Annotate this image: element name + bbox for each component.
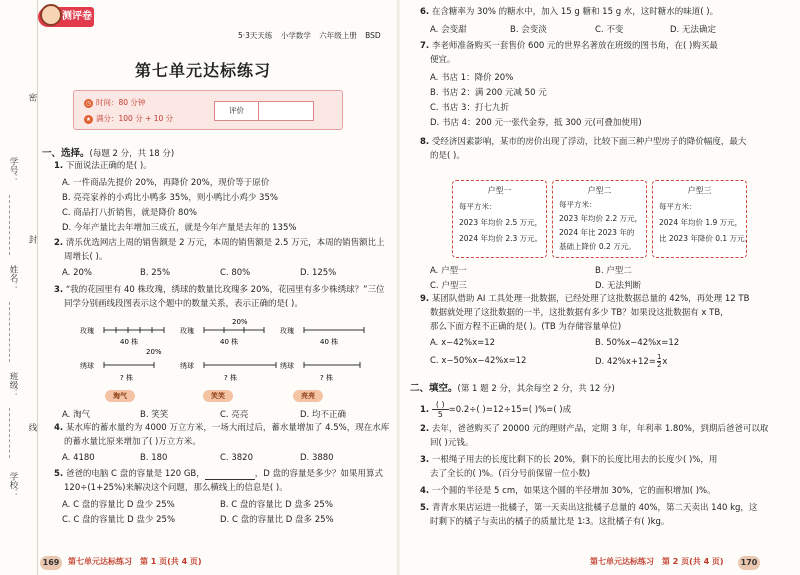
fill-question-5: 5. 青青水果店运进一批橘子，第一天卖出这批橘子总量的 40%，第二天卖出 140 kg，这: [420, 503, 758, 513]
footer-right: 第七单元达标练习 第 2 页(共 4 页): [590, 557, 724, 566]
student-info-strip: [0, 0, 38, 575]
q5-option-d[interactable]: D. C 盘的容量比 D 盘多 25%: [220, 515, 334, 525]
right-page-lower: A. 户型一 B. 户型二 C. 户型三 D. 无法判断 9. 某团队借助 AI 工具处理一批数据，已经处理了这批数据总量的 42%，再处理 12 TB 数据就处理了这批数据的一半，这批数据有多少 TB？如果设这批数据有 x TB， 那么下面方程不正确的是( )。(TB 为存储容量单位) A. x−42%x=12 B. 50%x−42%x=12 C. x−50%x−42%x=12 D. 42%x+12= $\frac{1}{2}$ x 二、填空。(第 1 题 2 分，其余每空 2 分，共 12 分) 1. ( ) 5 =0.2÷( )=12÷15=( )%=( )成 2. 去年，爸爸购买了 20000 元的理财产品，定期 3 年，年利率 1.80%，到期后爸爸可以取 回( )元钱。 3. 一根绳子用去的长度比剩下的长 20%，剩下的长度比用去的长度少( )%，用 去了全长的( )%。(百分号前保留一位小数) 4. 一个圆的半径是 5 cm，如果这个圆的半径增加 30%，它的面积增加( )%。 5. 青青水果店运进一批橘子，第一天卖出这批橘子总量的 40%，第二天卖出 140 kg，这 时剩下的橘子与卖出的橘子的质量比是 1∶3。这批橘子有( )kg。 第七单元达标练习 第 2 页(共 4 页) 170: [400, 0, 800, 575]
question-8: 8. 受经济因素影响，某市的房价出现了浮动，比较下面三种户型房子的降价幅度，最大: [420, 137, 747, 147]
diagram-xiaoxiao: [180, 318, 276, 382]
exam-time: 时间：80 分钟: [96, 98, 146, 107]
diagram-3-hydrangea-label: 绣球: [280, 362, 294, 370]
seal-mark: 密: [27, 92, 37, 102]
footer-left: 第七单元达标练习 第 1 页(共 4 页): [68, 557, 202, 566]
q7-option-b[interactable]: B. 书店 2：满 200 元减 50 元: [430, 88, 547, 98]
house-type-1-box: 户型一 每平方米： 2023 年均价 2.5 万元， 2024 年均价 2.3 万元。: [452, 180, 547, 258]
house-type-2-box: 户型二 每平方米： 2023 年均价 2.2 万元， 2024 年比 2023 年的 基础上降价 0.2 万元。: [552, 180, 647, 258]
fill-question-3: 3. 一根绳子用去的长度比剩下的长 20%，剩下的长度比用去的长度少( )%，用: [420, 455, 718, 465]
question-1: 1. 下面说法正确的是( )。: [54, 161, 152, 171]
q5-option-a[interactable]: A. C 盘的容量比 D 盘少 25%: [62, 500, 175, 510]
page-number-left: 169: [40, 556, 62, 570]
line-segment-diagrams: [80, 318, 370, 390]
page-title: 第七单元达标练习: [135, 61, 272, 80]
diagram-2-hydrangea-label: 绣球: [180, 362, 194, 370]
diagram-3-40-label: 40 株: [320, 338, 339, 346]
exam-score: 满分：100 分 + 10 分: [96, 114, 174, 123]
q2-option-d[interactable]: D. 125%: [300, 268, 337, 278]
clock-icon: ◷: [85, 100, 92, 107]
q6-option-c[interactable]: C. 不变: [595, 25, 624, 35]
q5-option-b[interactable]: B. C 盘的容量比 D 盘多 25%: [220, 500, 333, 510]
q4-option-d[interactable]: D. 3880: [300, 453, 334, 463]
q4-option-a[interactable]: A. 4180: [62, 453, 95, 463]
q2-option-a[interactable]: A. 20%: [62, 268, 92, 278]
q8-option-d[interactable]: D. 无法判断: [595, 281, 641, 291]
diagram-1-q-label: ? 株: [120, 374, 133, 382]
seal-mark-3: 线: [27, 422, 37, 432]
q1-option-b[interactable]: B. 亮亮家养的小鸡比小鸭多 35%，则小鸭比小鸡少 35%: [62, 193, 278, 203]
page-number-right: 170: [738, 556, 760, 570]
class-label: 班级：: [8, 372, 18, 398]
fill-question-4: 4. 一个圆的半径是 5 cm，如果这个圆的半径增加 30%，它的面积增加( )%。: [420, 486, 716, 496]
q9-option-d[interactable]: D. 42%x+12= $\frac{1}{2}$ x: [595, 353, 668, 369]
school-label: 学校：: [8, 472, 18, 498]
q4-option-b[interactable]: B. 180: [140, 453, 168, 463]
q9-option-a[interactable]: A. x−42%x=12: [430, 338, 496, 348]
q5-blank-line: [205, 471, 255, 480]
house-type-3-box: 户型三 每平方米： 2024 年均价 1.9 万元， 比 2023 年降价 0.1 万元。: [652, 180, 747, 258]
section-title-choice: 一、选择。(每题 2 分，共 18 分): [42, 148, 175, 159]
diagram-2-q-label: ? 株: [224, 374, 237, 382]
diagram-1-40-label: 40 株: [120, 338, 139, 346]
diagram-2-40-label: 40 株: [220, 338, 239, 346]
student-id-label: 学号：: [8, 157, 18, 183]
q9-option-b[interactable]: B. 50%x−42%x=12: [595, 338, 680, 348]
q6-option-b[interactable]: B. 会变淡: [510, 25, 547, 35]
fill-question-1: 1. ( ) 5 =0.2÷( )=12÷15=( )%=( )成: [420, 400, 572, 419]
diagram-1-hydrangea-label: 绣球: [80, 362, 94, 370]
q1-option-c[interactable]: C. 商品打八折销售，就是降价 80%: [62, 208, 197, 218]
question-5: 5. 爸爸的电脑 C 盘的容量是 120 GB， ，D 盘的容量是多少？如果用算式: [54, 469, 383, 479]
diagram-3-rose-label: 玫瑰: [280, 327, 294, 335]
fill-question-2: 2. 去年，爸爸购买了 20000 元的理财产品，定期 3 年，年利率 1.80%，到期后爸爸可以取: [420, 424, 769, 434]
q8-option-a[interactable]: A. 户型一: [430, 266, 467, 276]
test-logo: 测评卷: [38, 7, 94, 27]
section-title-fill: 二、填空。(第 1 题 2 分，其余每空 2 分，共 12 分): [410, 383, 615, 394]
q9-option-c[interactable]: C. x−50%x−42%x=12: [430, 356, 527, 366]
diagram-taoqi: [80, 326, 164, 382]
diagram-2-rose-label: 玫瑰: [180, 327, 194, 335]
q6-option-a[interactable]: A. 会变甜: [430, 25, 467, 35]
q7-option-c[interactable]: C. 书店 3：打七九折: [430, 103, 509, 113]
q7-option-d[interactable]: D. 书店 4：200 元一张代金券，抵 300 元(可叠加使用): [430, 118, 642, 128]
tag-taoqi: 淘气: [105, 390, 135, 402]
star-icon: ★: [85, 116, 92, 123]
diagram-2-20-label: 20%: [232, 318, 248, 326]
tag-liangliang: 亮亮: [293, 390, 323, 402]
f1-numerator-blank[interactable]: ( ): [432, 400, 449, 410]
q2-option-b[interactable]: B. 25%: [140, 268, 171, 278]
q1-option-d[interactable]: D. 今年产量比去年增加三成五，就是今年产量是去年的 135%: [62, 223, 297, 233]
left-page: 学号： 姓名： 班级： 学校： 密 封 线 测评卷 5·3天天练 小学数学 六年级上册 BSD 第七单元达标练习 ◷ 时间：80 分钟 ★ 满分：100 分 + 10 分 评价 一、选择。(每题 2 分，共 18 分) 1. 下面说法正确的是( )。 A. 一件商品先提价 20%，再降价 20%，现价等于原价 B. 亮亮家养的小鸡比小鸭多 35%，则小鸭比小鸡少 35% C. 商品打八折销售，就是降价 80% D. 今年产量比去年增加三成五，就是今年产量是去年的 135% 2. 清乐优选网店上周的销售额是 2 万元，本周的销售额是 2.5 万元，本周的销售额比上 周增长( )。 A. 20% B. 25% C. 80% D. 125% 3. “我的花园里有 40 株玫瑰，绣球的数量比玫瑰多 20%，花园里有多少株绣球？”三位 同学分别画线段图表示这个题中的数量关系，表示正确的是( )。 玫瑰 40 株 绣球 20% ? 株 玫瑰 20% 40 株 绣球 ? 株 玫瑰 40 株 绣球 ? 株 淘气 笑笑 亮亮 A. 淘气 B. 笑笑 C. 亮亮 D. 均不正确 4. 某水库的蓄水量约为 4000 万立方米，一场大雨过后，蓄水量增加了 4.5%，现在水库 的蓄水量比原来增加了( )万立方米。 A. 4180 B. 180 C. 3820 D. 3880 5. 爸爸的电脑 C 盘的容量是 120 GB， ，D 盘的容量是多少？如果用算式 120÷(1+25%)来解决这个问题，那么横线上的信息是( )。 A. C 盘的容量比 D 盘少 25% B. C 盘的容量比 D 盘多 25% C. C 盘的容量比 D 盘少 25% D. C 盘的容量比 D 盘多 25% 169 第七单元达标练习 第 1 页(共 4 页): [0, 0, 400, 575]
q6-option-d[interactable]: D. 无法确定: [670, 25, 716, 35]
exam-info-box: [73, 90, 343, 130]
question-3: 3. “我的花园里有 40 株玫瑰，绣球的数量比玫瑰多 20%，花园里有多少株绣球？”三位: [54, 285, 385, 295]
q3-option-d[interactable]: D. 均不正确: [300, 410, 346, 420]
q8-option-b[interactable]: B. 户型二: [595, 266, 632, 276]
diagram-1-20-label: 20%: [146, 348, 162, 356]
seal-mark-2: 封: [27, 234, 37, 244]
mascot-icon: [40, 4, 62, 26]
question-7: 7. 李老师准备购买一套售价 600 元的世界名著放在班级的图书角，在( )购买最: [420, 41, 718, 51]
q8-option-c[interactable]: C. 户型三: [430, 281, 467, 291]
q3-option-b[interactable]: B. 笑笑: [140, 410, 169, 420]
q3-option-c[interactable]: C. 亮亮: [220, 410, 249, 420]
question-4: 4. 某水库的蓄水量约为 4000 万立方米，一场大雨过后，蓄水量增加了 4.5%，现在水库: [54, 423, 390, 433]
diagram-1-rose-label: 玫瑰: [80, 327, 94, 335]
tag-xiaoxiao: 笑笑: [203, 390, 233, 402]
diagram-liangliang: [280, 326, 364, 382]
page-header: 5·3天天练 小学数学 六年级上册 BSD: [238, 31, 381, 40]
q7-option-a[interactable]: A. 书店 1：降价 20%: [430, 73, 514, 83]
question-6: 6. 在含糖率为 30% 的糖水中，加入 15 g 糖和 15 g 水，这时糖水的味道( )。: [420, 7, 719, 17]
diagram-3-q-label: ? 株: [320, 374, 333, 382]
right-page: 6. 在含糖率为 30% 的糖水中，加入 15 g 糖和 15 g 水，这时糖水的味道( )。 A. 会变甜 B. 会变淡 C. 不变 D. 无法确定 7. 李老师准备购买一套售价 600 元的世界名著放在班级的图书角，在( )购买最 便宜。 A. 书店 1：降价 20% B. 书店 2：满 200 元减 50 元 C. 书店 3：打七九折 D. 书店 4：200 元一张代金券，抵 300 元(可叠加使用) 8. 受经济因素影响，某市的房价出现了浮动，比较下面三种户型房子的降价幅度，最大 的是( )。: [400, 0, 800, 575]
question-2: 2. 清乐优选网店上周的销售额是 2 万元，本周的销售额是 2.5 万元，本周的销售额比上: [54, 238, 385, 248]
q4-option-c[interactable]: C. 3820: [220, 453, 253, 463]
q3-option-a[interactable]: A. 淘气: [62, 410, 91, 420]
evaluation-field[interactable]: 评价: [214, 101, 314, 121]
q1-option-a[interactable]: A. 一件商品先提价 20%，再降价 20%，现价等于原价: [62, 178, 270, 188]
q2-option-c[interactable]: C. 80%: [220, 268, 251, 278]
q5-option-c[interactable]: C. C 盘的容量比 D 盘少 25%: [62, 515, 176, 525]
question-9: 9. 某团队借助 AI 工具处理一批数据，已经处理了这批数据总量的 42%，再处理 12 TB: [420, 294, 750, 304]
name-label: 姓名：: [8, 265, 18, 291]
